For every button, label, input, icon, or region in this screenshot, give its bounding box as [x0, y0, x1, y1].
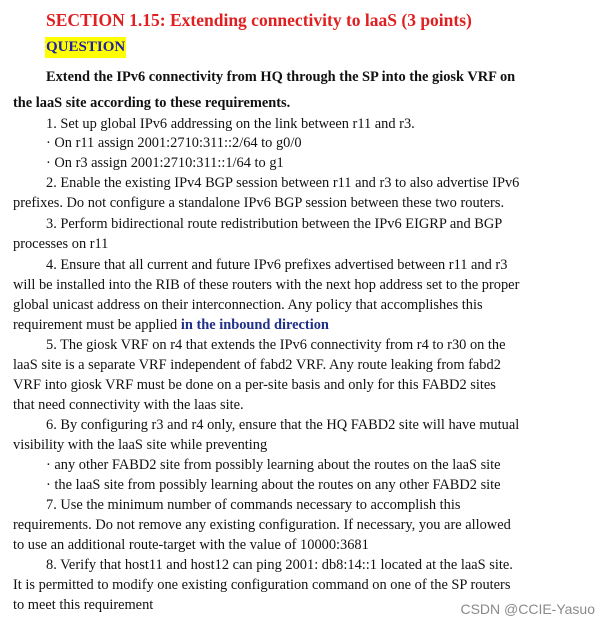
requirement-7-line-2: requirements. Do not remove any existing configuration. If necessary, you are allowed [13, 517, 511, 533]
question-label: QUESTION [45, 37, 126, 58]
requirement-7-line-1: 7. Use the minimum number of commands necessary to accomplish this [46, 497, 461, 513]
requirement-7-line-3: to use an additional route-target with the value of 10000:3681 [13, 537, 369, 553]
intro-line-1: Extend the IPv6 connectivity from HQ through the SP into the giosk VRF on [46, 69, 516, 85]
requirement-8-line-1: 8. Verify that host11 and host12 can ping 2001: db8:14::1 located at the laaS site. [46, 557, 513, 573]
requirement-1-bullet-1: · On r11 assign 2001:2710:311::2/64 to g0/0 [46, 135, 302, 151]
requirement-2-line-1: 2. Enable the existing IPv4 BGP session between r11 and r3 to also advertise IPv6 [46, 175, 520, 191]
requirement-3-line-2: processes on r11 [13, 236, 109, 252]
inbound-direction-emphasis: in the inbound direction [180, 317, 329, 333]
requirement-8-line-2: It is permitted to modify one existing configuration command on one of the SP routers [13, 577, 511, 593]
requirement-1-bullet-2: · On r3 assign 2001:2710:311::1/64 to g1 [46, 155, 284, 171]
requirement-4-line-1: 4. Ensure that all current and future IPv6 prefixes advertised between r11 and r3 [46, 257, 508, 273]
requirement-6-bullet-2: · the laaS site from possibly learning about the routes on any other FABD2 site [46, 477, 501, 493]
requirement-6-line-1: 6. By configuring r3 and r4 only, ensure that the HQ FABD2 site will have mutual [46, 417, 520, 433]
requirement-5-line-1: 5. The giosk VRF on r4 that extends the IPv6 connectivity from r4 to r30 on the [46, 337, 506, 353]
requirement-6-line-2: visibility with the laaS site while preventing [13, 437, 268, 453]
requirement-1: 1. Set up global IPv6 addressing on the link between r11 and r3. [46, 116, 415, 132]
section-title: SECTION 1.15: Extending connectivity to laaS (3 points) [46, 10, 472, 30]
requirement-5-line-3: VRF into giosk VRF must be done on a per-site basis and only for this FABD2 sites [13, 377, 496, 393]
requirement-5-line-4: that need connectivity with the laas site. [13, 397, 244, 413]
requirement-8-line-3: to meet this requirement [13, 597, 154, 613]
requirement-3-line-1: 3. Perform bidirectional route redistribution between the IPv6 EIGRP and BGP [46, 216, 503, 232]
requirement-4-line-4 [13, 316, 329, 334]
intro-line-2: the laaS site according to these requirements. [13, 95, 291, 111]
requirement-4-line-3: global unicast address on their interconnection. Any policy that accomplishes this [13, 297, 483, 313]
csdn-watermark: CSDN @CCIE-Yasuo [460, 601, 595, 617]
requirement-4-line-2: will be installed into the RIB of these routers with the next hop address set to the proper [13, 277, 520, 293]
requirement-4-line-4-text: requirement must be applied [13, 317, 181, 333]
requirement-2-line-2: prefixes. Do not configure a standalone IPv6 BGP session between these two routers. [13, 195, 505, 211]
requirement-6-bullet-1: · any other FABD2 site from possibly learning about the routes on the laaS site [46, 457, 501, 473]
requirement-5-line-2: laaS site is a separate VRF independent of fabd2 VRF. Any route leaking from fabd2 [13, 357, 501, 373]
